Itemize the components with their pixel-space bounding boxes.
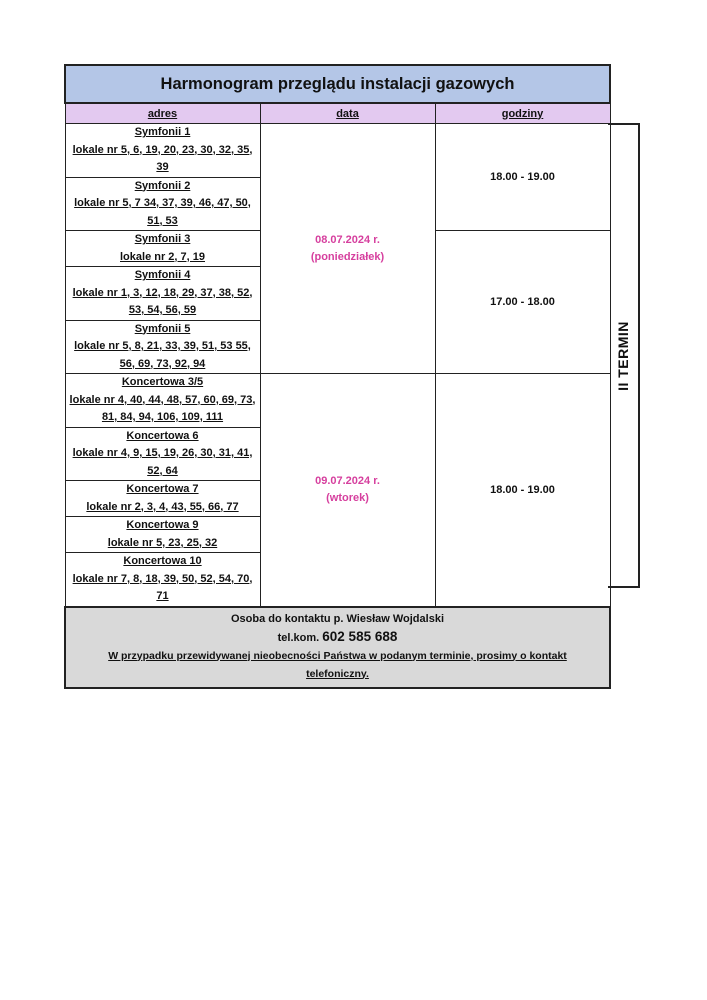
address-street: Koncertowa 3/5	[121, 376, 204, 388]
address-street: Koncertowa 7	[126, 483, 199, 495]
address-units: lokale nr 1, 3, 12, 18, 29, 37, 38, 52, 53, 54, 56, 59	[72, 286, 253, 316]
address-cell	[65, 177, 260, 231]
address-units: lokale nr 5, 7 34, 37, 39, 46, 47, 50, 51, 53	[74, 197, 251, 227]
address-street: Symfonii 2	[134, 179, 191, 192]
address-cell	[65, 517, 260, 553]
address-units: lokale nr 5, 6, 19, 20, 23, 30, 32, 35, 39	[72, 143, 253, 173]
contact-person: Osoba do kontaktu p. Wiesław Wojdalski	[230, 612, 444, 625]
column-header-date: data	[260, 103, 435, 124]
address-units: lokale nr 2, 3, 4, 43, 55, 66, 77	[86, 500, 239, 513]
address-units: lokale nr 5, 23, 25, 32	[107, 536, 218, 549]
address-street: Koncertowa 6	[126, 429, 199, 442]
term-bracket	[608, 123, 640, 588]
address-street: Koncertowa 10	[123, 555, 202, 567]
address-street: Symfonii 3	[134, 233, 191, 245]
absence-note: W przypadku przewidywanej nieobecności Państwa w podanym terminie, prosimy o kontakt telefoniczny.	[108, 649, 567, 680]
term-label: II TERMIN	[615, 320, 631, 391]
phone-number: 602 585 688	[322, 628, 398, 644]
hours-cell: 18.00 - 19.00	[435, 374, 610, 607]
address-cell	[65, 124, 260, 178]
address-units: lokale nr 5, 8, 21, 33, 39, 51, 53 55, 56, 69, 73, 92, 94	[74, 340, 251, 370]
date-value: 09.07.2024 r.	[315, 474, 380, 487]
date-value: 08.07.2024 r.	[315, 233, 380, 246]
schedule-table	[64, 64, 611, 689]
address-cell	[65, 374, 260, 428]
schedule-sheet	[64, 64, 609, 689]
address-cell	[65, 320, 260, 374]
page-title: Harmonogram przeglądu instalacji gazowych	[65, 65, 610, 103]
contact-footer	[65, 607, 610, 688]
date-weekday: (wtorek)	[326, 491, 369, 504]
column-header-address: adres	[65, 103, 260, 124]
hours-cell: 17.00 - 18.00	[435, 231, 610, 374]
address-street: Symfonii 1	[134, 126, 191, 138]
address-cell	[65, 481, 260, 517]
address-units: lokale nr 2, 7, 19	[120, 250, 205, 263]
address-street: Symfonii 5	[134, 322, 191, 335]
address-cell	[65, 231, 260, 267]
hours-cell: 18.00 - 19.00	[435, 124, 610, 231]
column-header-hours: godziny	[435, 103, 610, 124]
address-street: Koncertowa 9	[126, 519, 199, 531]
contact-phone	[76, 628, 599, 647]
address-units: lokale nr 4, 40, 44, 48, 57, 60, 69, 73, 81, 84, 94, 106, 109, 111	[69, 393, 256, 423]
date-cell-day1	[260, 124, 435, 374]
address-cell	[65, 267, 260, 321]
address-units: lokale nr 4, 9, 15, 19, 26, 30, 31, 41, 52, 64	[72, 447, 253, 477]
date-cell-day2	[260, 374, 435, 607]
address-cell	[65, 427, 260, 481]
address-street: Symfonii 4	[134, 269, 191, 281]
phone-label: tel.kom.	[277, 631, 320, 644]
address-cell	[65, 553, 260, 607]
address-units: lokale nr 7, 8, 18, 39, 50, 52, 54, 70, 71	[72, 572, 253, 602]
date-weekday: (poniedziałek)	[310, 250, 385, 263]
